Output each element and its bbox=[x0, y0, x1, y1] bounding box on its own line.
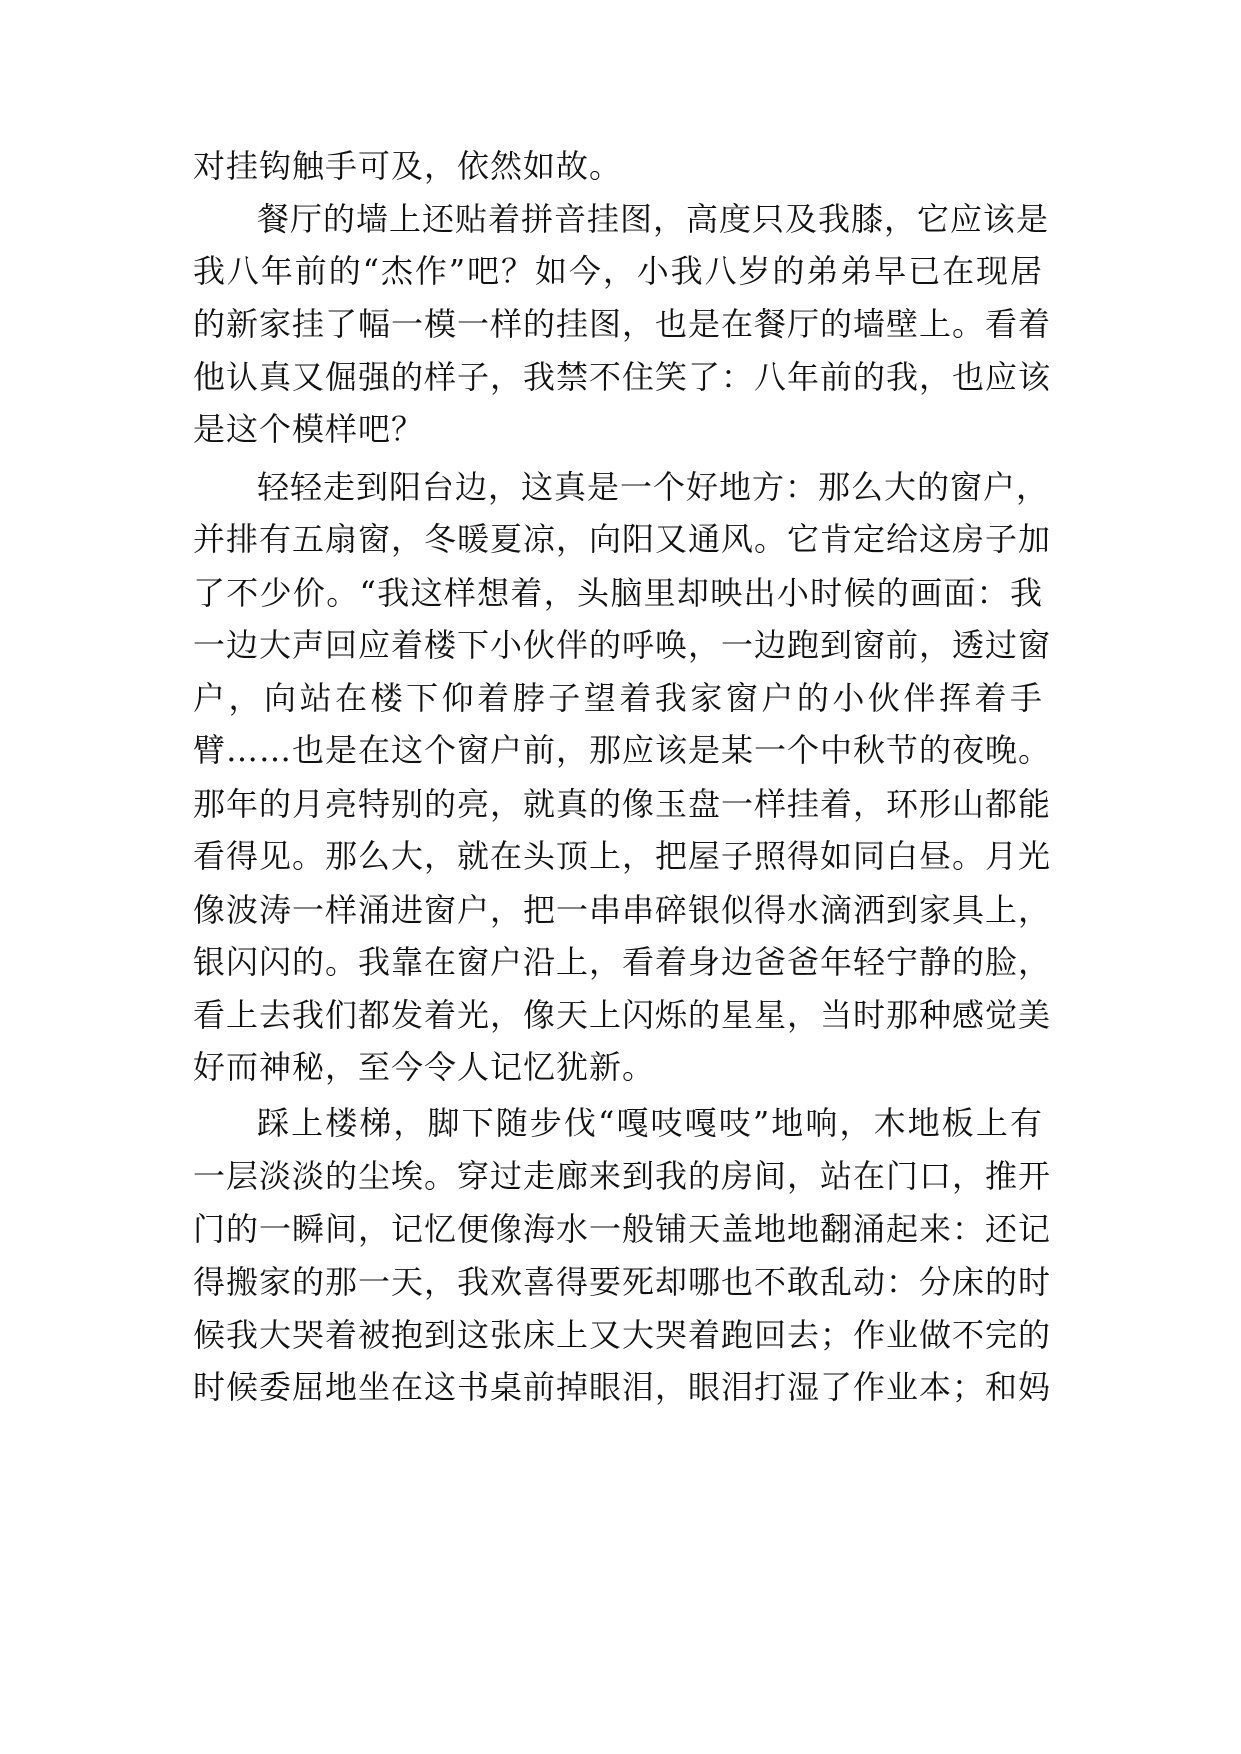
text-line: 一边大声回应着楼下小伙伴的呼唤，一边跑到窗前，透过窗 bbox=[193, 626, 1052, 664]
text-line: 臂……也是在这个窗户前，那应该是某一个中秋节的夜晚。 bbox=[193, 731, 1052, 769]
text-line: 我八年前的“杰作”吧？如今，小我八岁的弟弟早已在现居 bbox=[193, 252, 1043, 290]
text-line: 并排有五扇窗，冬暖夏凉，向阳又通风。它肯定给这房子加 bbox=[193, 520, 1052, 558]
text-line: 了不少价。“我这样想着，头脑里却映出小时候的画面：我 bbox=[193, 574, 1043, 612]
text-line: 时候委屈地坐在这书桌前掉眼泪，眼泪打湿了作业本；和妈 bbox=[193, 1368, 1052, 1406]
text-line: 看上去我们都发着光，像天上闪烁的星星，当时那种感觉美 bbox=[193, 996, 1052, 1034]
text-line: 得搬家的那一天，我欢喜得要死却哪也不敢乱动：分床的时 bbox=[193, 1263, 1052, 1301]
text-line: 餐厅的墙上还贴着拼音挂图，高度只及我膝，它应该是 bbox=[257, 200, 1050, 238]
text-line: 门的一瞬间，记忆便像海水一般铺天盖地地翻涌起来：还记 bbox=[193, 1210, 1052, 1248]
text-line: 的新家挂了幅一模一样的挂图，也是在餐厅的墙壁上。看着 bbox=[193, 305, 1052, 343]
text-line: 踩上楼梯，脚下随步伐“嘎吱嘎吱”地响，木地板上有 bbox=[257, 1104, 1043, 1142]
text-line: 对挂钩触手可及，依然如故。 bbox=[193, 147, 623, 185]
text-line: 是这个模样吧？ bbox=[193, 410, 425, 448]
text-line: 那年的月亮特别的亮，就真的像玉盘一样挂着，环形山都能 bbox=[193, 785, 1052, 823]
text-line: 好而神秘，至今令人记忆犹新。 bbox=[193, 1048, 656, 1086]
text-line: 轻轻走到阳台边，这真是一个好地方：那么大的窗户， bbox=[257, 468, 1050, 506]
text-line: 户，向站在楼下仰着脖子望着我家窗户的小伙伴挥着手 bbox=[193, 679, 1043, 717]
text-line: 银闪闪的。我靠在窗户沿上，看着身边爸爸年轻宁静的脸， bbox=[193, 943, 1052, 981]
text-line: 像波涛一样涌进窗户，把一串串碎银似得水滴洒到家具上， bbox=[193, 891, 1052, 929]
text-line: 一层淡淡的尘埃。穿过走廊来到我的房间，站在门口，推开 bbox=[193, 1157, 1052, 1195]
text-line: 看得见。那么大，就在头顶上，把屋子照得如同白昼。月光 bbox=[193, 837, 1052, 875]
text-line: 候我大哭着被抱到这张床上又大哭着跑回去；作业做不完的 bbox=[193, 1316, 1052, 1354]
text-line: 他认真又倔强的样子，我禁不住笑了：八年前的我，也应该 bbox=[193, 358, 1052, 396]
